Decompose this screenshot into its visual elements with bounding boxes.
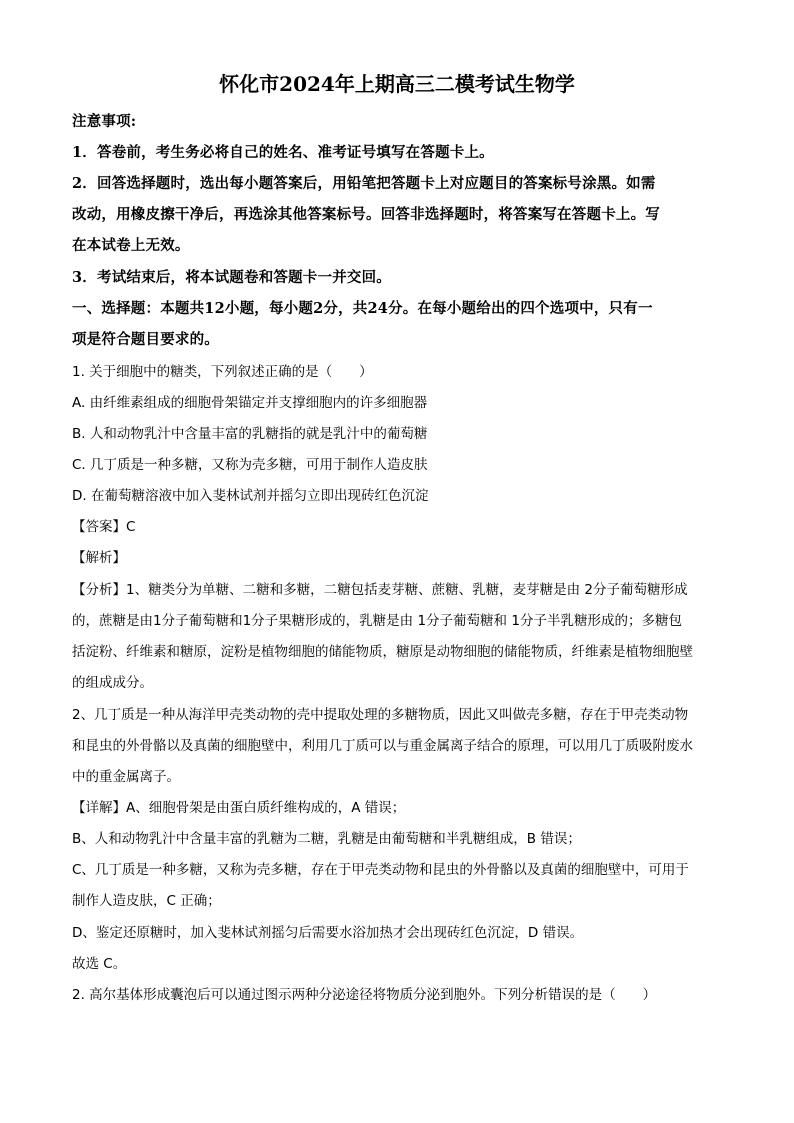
analysis-line: 2、几丁质是一种从海洋甲壳类动物的壳中提取处理的多糖物质，因此又叫做壳多糖，存在于甲壳类动物: [72, 707, 689, 723]
analysis-line: 和昆虫的外骨骼以及真菌的细胞壁中，利用几丁质可以与重金属离子结合的原理，可以用几丁质吸附废水: [72, 738, 693, 754]
question-1-option-b: B. 人和动物乳汁中含量丰富的乳糖指的就是乳汁中的葡萄糖: [72, 426, 428, 442]
analysis-line: 【分析】1、糖类分为单糖、二糖和多糖，二糖包括麦芽糖、蔗糖、乳糖，麦芽糖是由 2分子葡萄糖形成: [72, 582, 688, 598]
analysis-line: 的组成成分。: [72, 675, 153, 691]
notice-heading: 注意事项:: [72, 113, 137, 130]
question-1-option-d: D. 在葡萄糖溶液中加入斐林试剂并摇匀立即出现砖红色沉淀: [72, 488, 429, 504]
detail-line: 制作人造皮肤，C 正确；: [72, 893, 221, 909]
notice-line: 3．考试结束后，将本试题卷和答题卡一并交回。: [72, 269, 391, 286]
notice-line: 改动，用橡皮擦干净后，再选涂其他答案标号。回答非选择题时，将答案写在答题卡上。写: [72, 206, 660, 223]
detail-line: 【详解】A、细胞骨架是由蛋白质纤维构成的，A 错误；: [72, 800, 406, 816]
detail-line: C、几丁质是一种多糖，又称为壳多糖，存在于甲壳类动物和昆虫的外骨骼以及真菌的细胞壁中，可用于: [72, 862, 689, 878]
analysis-label: 【解析】: [72, 550, 126, 566]
detail-line: B、人和动物乳汁中含量丰富的乳糖为二糖，乳糖是由葡萄糖和半乳糖组成，B 错误；: [72, 831, 581, 847]
detail-line: D、鉴定还原糖时，加入斐林试剂摇匀后需要水浴加热才会出现砖红色沉淀，D 错误。: [72, 925, 584, 941]
section-heading: 一、选择题：本题共12小题，每小题2分，共24分。在每小题给出的四个选项中，只有一: [72, 300, 653, 317]
analysis-line: 括淀粉、纤维素和糖原，淀粉是植物细胞的储能物质，糖原是动物细胞的储能物质，纤维素是植物细胞壁: [72, 644, 693, 660]
conclusion-line: 故选 C。: [72, 956, 127, 972]
notice-line: 在本试卷上无效。: [72, 237, 190, 254]
question-1-option-c: C. 几丁质是一种多糖，又称为壳多糖，可用于制作人造皮肤: [72, 457, 428, 473]
page-title: 怀化市2024年上期高三二模考试生物学: [219, 72, 575, 96]
notice-line: 2．回答选择题时，选出每小题答案后，用铅笔把答题卡上对应题目的答案标号涂黑。如需: [72, 175, 656, 192]
analysis-line: 中的重金属离子。: [72, 769, 180, 785]
question-1-stem: 1. 关于细胞中的糖类，下列叙述正确的是（ ）: [72, 364, 373, 380]
answer-label: 【答案】C: [72, 519, 136, 535]
notice-line: 1．答卷前，考生务必将自己的姓名、准考证号填写在答题卡上。: [72, 144, 494, 161]
section-heading: 项是符合题目要求的。: [72, 331, 219, 348]
question-2-stem: 2. 高尔基体形成囊泡后可以通过图示两种分泌途径将物质分泌到胞外。下列分析错误的是（ ）: [72, 987, 657, 1003]
question-1-option-a: A. 由纤维素组成的细胞骨架锚定并支撑细胞内的许多细胞器: [72, 395, 428, 411]
analysis-line: 的，蔗糖是由1分子葡萄糖和1分子果糖形成的，乳糖是由 1分子葡萄糖和 1分子半乳糖形成的；多糖包: [72, 613, 682, 629]
